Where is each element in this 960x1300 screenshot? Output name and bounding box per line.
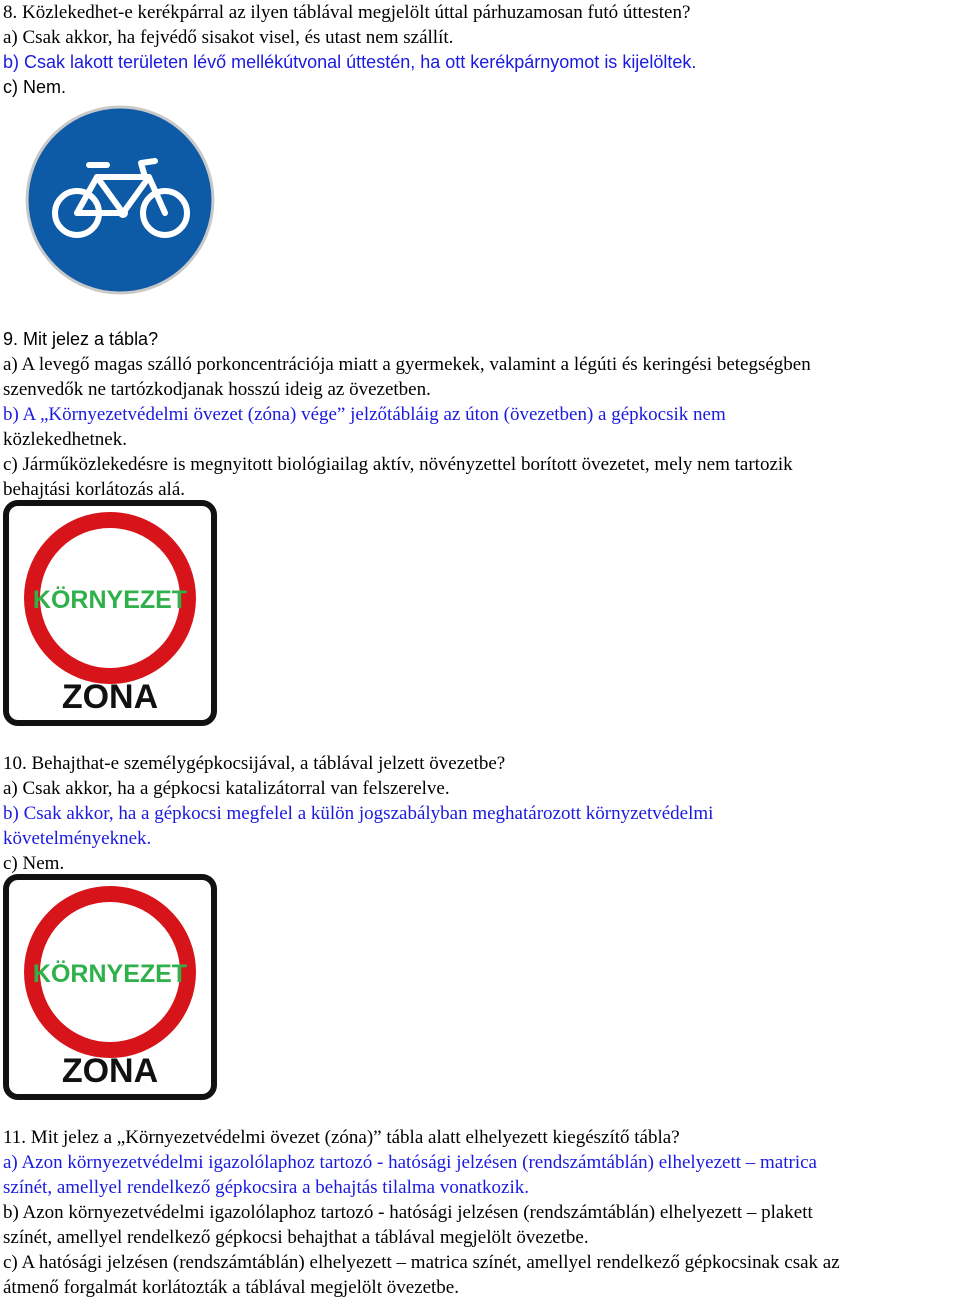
q11-answer-a-line1: a) Azon környezetvédelmi igazolólaphoz tartozó - hatósági jelzésen (rendszámtáblán) elhelyezett – matrica	[3, 1152, 817, 1173]
q11-answer-b-line2: színét, amellyel rendelkező gépkocsi behajthat a táblával megjelölt övezetbe.	[3, 1227, 589, 1248]
q10-answer-a: a) Csak akkor, ha a gépkocsi katalizátorral van felszerelve.	[3, 778, 450, 799]
q9-answer-a-line1: a) A levegő magas szálló porkoncentrációja miatt a gyermekek, valamint a légúti és keringési betegségben	[3, 354, 811, 375]
zone-sign-black-text: ZONA	[61, 1052, 159, 1090]
q9-answer-b-line1: b) A „Környezetvédelmi övezet (zóna) vége” jelzőtábláig az úton (övezetben) a gépkocsik nem	[3, 404, 726, 425]
q11-answer-c-line1: c) A hatósági jelzésen (rendszámtáblán) elhelyezett – matrica színét, amellyel rendelkező gépkocsinak csak az	[3, 1252, 840, 1273]
q9-answer-c-line2: behajtási korlátozás alá.	[3, 479, 186, 500]
zone-sign-green-text: KÖRNYEZET	[32, 960, 188, 988]
zone-sign-black-text: ZONA	[61, 678, 159, 716]
q10-answer-c: c) Nem.	[3, 853, 65, 874]
environmental-zone-sign-1	[3, 500, 217, 726]
zone-sign-green-text: KÖRNYEZET	[32, 586, 188, 614]
q9-answer-c-line1: c) Járműközlekedésre is megnyitott biológiailag aktív, növényzettel borított övezetet, mely nem tartozik	[3, 454, 793, 475]
question-11: 11. Mit jelez a „Környezetvédelmi övezet (zóna)” tábla alatt elhelyezett kiegészítő tábla?	[3, 1127, 680, 1148]
environmental-zone-sign-2	[3, 874, 217, 1100]
q9-answer-a-line2: szenvedők ne tartózkodjanak hosszú ideig az övezetben.	[3, 379, 431, 400]
q8-answer-c: c) Nem.	[3, 77, 66, 97]
question-8: 8. Közlekedhet-e kerékpárral az ilyen táblával megjelölt úttal párhuzamosan futó úttesten?	[3, 2, 691, 23]
question-10: 10. Behajthat-e személygépkocsijával, a táblával jelzett övezetbe?	[3, 753, 506, 774]
q10-answer-b-line1: b) Csak akkor, ha a gépkocsi megfelel a külön jogszabályban meghatározott környzetvédelmi	[3, 803, 714, 824]
q11-answer-c-line2: átmenő forgalmát korlátozták a táblával megjelölt övezetbe.	[3, 1277, 459, 1298]
q10-answer-b-line2: követelményeknek.	[3, 828, 152, 849]
q8-answer-a: a) Csak akkor, ha fejvédő sisakot visel, és utast nem szállít.	[3, 27, 454, 48]
bicycle-path-sign	[25, 105, 215, 295]
q8-answer-b: b) Csak lakott területen lévő mellékútvonal úttestén, ha ott kerékpárnyomot is kijelöltek.	[3, 52, 697, 72]
q11-answer-a-line2: színét, amellyel rendelkező gépkocsira a behajtás tilalma vonatkozik.	[3, 1177, 529, 1198]
q9-answer-b-line2: közlekedhetnek.	[3, 429, 127, 450]
question-9: 9. Mit jelez a tábla?	[3, 329, 159, 349]
q11-answer-b-line1: b) Azon környezetvédelmi igazolólaphoz tartozó - hatósági jelzésen (rendszámtáblán) elhelyezett – plakett	[3, 1202, 813, 1223]
